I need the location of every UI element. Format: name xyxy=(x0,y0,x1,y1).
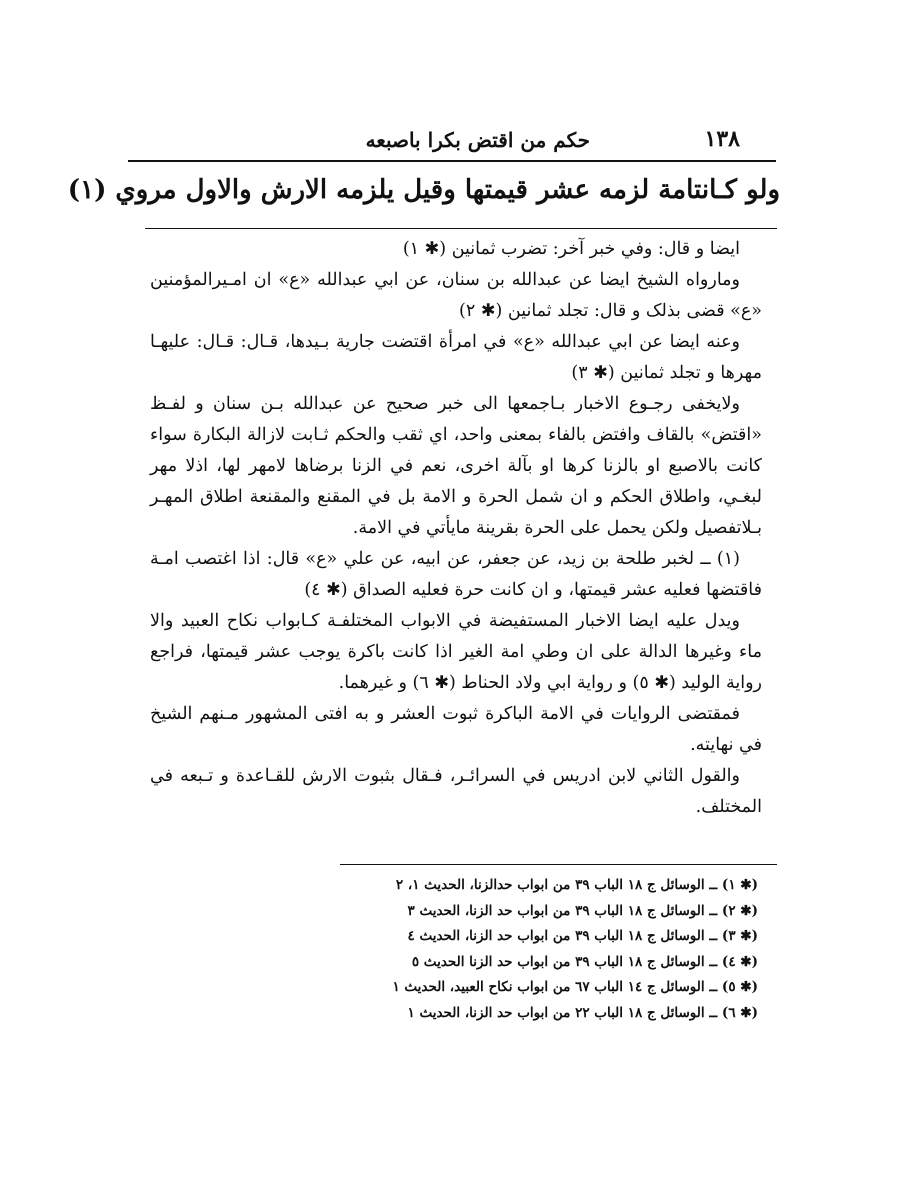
footnote: (✱ ٢) ــ الوسائل ج ١٨ الباب ٣٩ من ابواب حد الزنا، الحديث ٣ xyxy=(407,902,758,919)
paragraph: فمقتضى الروايات في الامة الباكرة ثبوت العشر و به افتى المشهور مـنهم الشيخ في نهايته. xyxy=(150,704,762,755)
paragraph: ويدل عليه ايضا الاخبار المستفيضة في الابواب المختلفـة كـابواب نكاح العبيد والا ماء وغيرها الدالة على ان وطي امة الغير اذا كانت باكرة يوجب عشر قيمتها، فراجع رواية الوليد (✱ ٥) و رواية ابي ولاد الحناط (✱ ٦) و غيرهما. xyxy=(150,611,762,693)
paragraph: وعنه ايضا عن ابي عبدالله «ع» في امرأة اقتضت جارية بـيدها، قـال: قـال: عليهـا مهرها و تجلد ثمانين (✱ ٣) xyxy=(150,332,762,383)
footnote: (✱ ١) ــ الوسائل ج ١٨ الباب ٣٩ من ابواب حدالزنا، الحديث ١، ٢ xyxy=(395,877,758,893)
running-title: حكم من اقتض بكرا باصبعه xyxy=(365,128,590,152)
page-number: ١٣٨ xyxy=(704,126,740,152)
footnote: (✱ ٥) ــ الوسائل ج ١٤ الباب ٦٧ من ابواب نكاح العبيد، الحديث ١ xyxy=(392,979,758,996)
section-heading: ولو كـانتامة لزمه عشر قيمتها وقيل يلزمه الارش والاول مروي (١) xyxy=(67,175,780,205)
header-divider xyxy=(128,160,776,162)
footnote: (✱ ٦) ــ الوسائل ج ١٨ الباب ٢٢ من ابواب حد الزنا، الحديث ١ xyxy=(407,1004,758,1021)
footnote: (✱ ٤) ــ الوسائل ج ١٨ الباب ٣٩ من ابواب حد الزنا الحديث ٥ xyxy=(411,953,758,970)
footnote: (✱ ٣) ــ الوسائل ج ١٨ الباب ٣٩ من ابواب حد الزنا، الحديث ٤ xyxy=(407,928,758,945)
body-text xyxy=(150,234,762,823)
commentary-note: (١) ــ لخبر طلحة بن زيد، عن جعفر، عن ابيه، عن علي «ع» قال: اذا اغتصب امـة فاقتضها فعليه عشر قيمتها، و ان كانت حرة فعليه الصداق (✱ ٤) xyxy=(150,549,762,600)
footnote-divider xyxy=(340,864,777,865)
paragraph: والقول الثاني لابن ادريس في السرائـر، فـقال بثبوت الارش للقـاعدة و تـبعه في المختلف. xyxy=(150,766,762,817)
footnotes xyxy=(340,873,758,1027)
page-header xyxy=(330,126,740,156)
paragraph: ومارواه الشيخ ايضا عن عبدالله بن سنان، عن ابي عبدالله «ع» ان امـيرالمؤمنين «ع» قضى بذلک و قال: تجلد ثمانين (✱ ٢) xyxy=(150,270,762,321)
heading-divider xyxy=(145,228,777,229)
paragraph: ولايخفى رجـوع الاخبار بـاجمعها الى خبر صحيح عن عبدالله بـن سنان و لفـظ «اقتض» بالقاف وافتض بالفاء بمعنى واحد، اي ثقب والحكم ثـابت لازالة البكارة سواء كانت بالاصبع او بالزنا كرها او بآلة اخرى، نعم في الزنا برضاها لامهر لها، اذلا مهر لبغـي، واطلاق الحكم و ان شمل الحرة و الامة بل في المقنع والمقنعة اطلاق المهـر بـلاتفصيل ولكن يحمل على الحرة بقرينة مايأتي في الامة. xyxy=(150,394,762,538)
paragraph: ايضا و قال: وفي خبر آخر: تضرب ثمانين (✱ ١) xyxy=(402,239,740,259)
